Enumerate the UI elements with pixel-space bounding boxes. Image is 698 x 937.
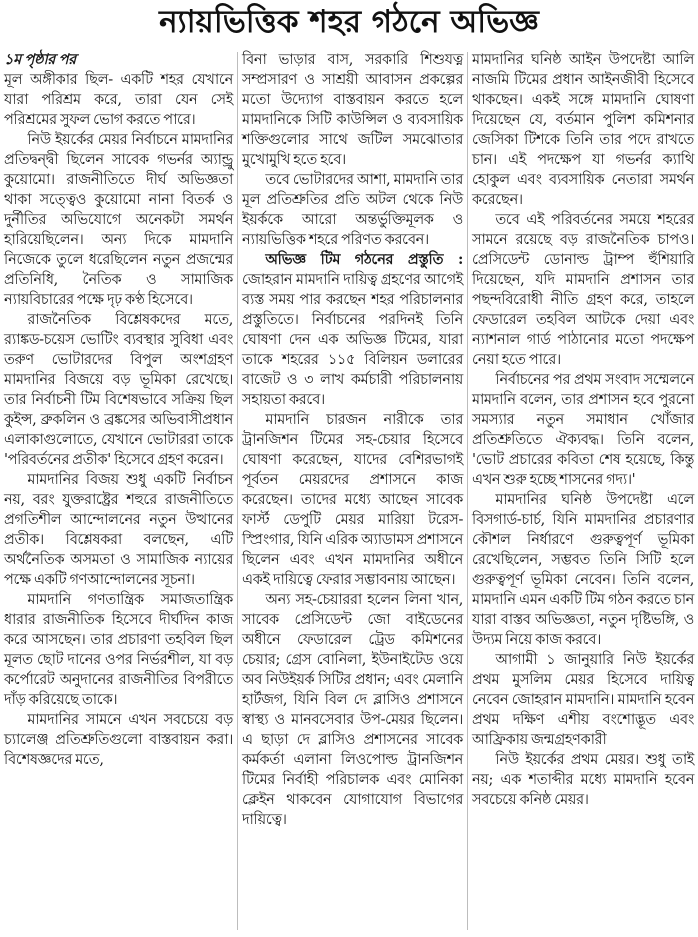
subhead: অভিজ্ঞ টিম গঠনের প্রস্তুতি : — [265, 251, 463, 268]
paragraph: নির্বাচনের পর প্রথম সংবাদ সম্মেলনে মামদানি বলেন, তার প্রশাসন হবে পুরনো সমস্যার নতুন সমাধান খোঁজার প্রতিশ্রুতিতে ঐক্যবদ্ধ। তিনি বলেন, 'ভোট প্রচারের কবিতা শেষ হয়েছে, কিন্তু এখন শুরু হচ্ছে শাসনের গদ্য।' — [472, 371, 694, 488]
subhead-paragraph — [242, 250, 463, 410]
article-column-1 — [4, 50, 233, 770]
paragraph: তবে এই পরিবর্তনের সময়ে শহরের সামনে রয়েছে বড় রাজনৈতিক চাপও। প্রেসিডেন্ট ডোনাল্ড ট্রাম্প হুঁশিয়ারি দিয়েছেন, যদি মামদানি প্রশাসন তার পছন্দবিরোধী নীতি গ্রহণ করে, তাহলে ফেডারেল তহবিল আটকে দেয়া এবং ন্যাশনাল গার্ড পাঠানোর মতো পদক্ষেপ নেয়া হতে পারে। — [472, 211, 694, 368]
paragraph: মামদানির ঘনিষ্ঠ আইন উপদেষ্টা আলি নাজমি টিমের প্রধান আইনজীবী হিসেবে থাকছেন। একই সঙ্গে মামদানি ঘোষণা দিয়েছেন যে, বর্তমান পুলিশ কমিশনার জেসিকা টিশকে তিনি তার পদে রাখতে চান। এই পদক্ষেপ যা গভর্নর ক্যাথি হোকুল এবং ব্যবসায়িক নেতারা সমর্থন করেছেন। — [472, 51, 694, 208]
column-divider — [237, 52, 238, 930]
column-divider — [467, 52, 468, 930]
paragraph: নিউ ইয়র্কের মেয়র নির্বাচনে মামদানির প্রতিদ্বন্দ্বী ছিলেন সাবেক গভর্নর অ্যান্ড্রু কুয়োমো। রাজনীতিতে দীর্ঘ অভিজ্ঞতা থাকা সত্ত্বেও কুয়োমো নানা বিতর্ক ও দুর্নীতির অভিযোগে অনেকটা সমর্থন হারিয়েছিলেন। অন্য দিকে মামদানি নিজেকে তুলে ধরেছিলেন নতুন প্রজন্মের প্রতিনিধি, নৈতিক ও সামাজিক ন্যায়বিচারের পক্ষে দৃঢ় কণ্ঠ হিসেবে। — [4, 131, 233, 308]
paragraph: তবে ভোটারদের আশা, মামদানি তার মূল প্রতিশ্রুতির প্রতি অটল থেকে নিউ ইয়র্ককে আরো অন্তর্ভুক্তিমূলক ও ন্যায়ভিত্তিক শহরে পরিণত করবেন। — [242, 171, 463, 248]
paragraph: মামদানি গণতান্ত্রিক সমাজতান্ত্রিক ধারার রাজনীতিক হিসেবে দীর্ঘদিন কাজ করে আসছেন। তার প্রচারণা তহবিল ছিল মূলত ছোট দানের ওপর নির্ভরশীল, যা বড় কর্পোরেট অনুদানের রাজনীতির বিপরীতে দাঁড় করিয়েছে তাকে। — [4, 591, 233, 708]
paragraph: মামদানি চারজন নারীকে তার ট্রানজিশন টিমের সহ-চেয়ার হিসেবে ঘোষণা করেছেন, যাদের বেশিরভাগই পূর্বতন মেয়রদের প্রশাসনে কাজ করেছেন। তাদের মধ্যে আছেন সাবেক ফার্স্ট ডেপুটি মেয়র মারিয়া টরেস-স্প্রিংগার, যিনি এরিক অ্যাডামস প্রশাসনে ছিলেন এবং এখন মামদানির অধীনে একই দায়িত্বে ফেরার সম্ভাবনায় আছেন। — [242, 411, 463, 588]
headline: ন্যায়ভিত্তিক শহর গঠনে অভিজ্ঞ — [159, 4, 539, 40]
article-column-2 — [242, 50, 463, 830]
paragraph: বিনা ভাড়ার বাস, সরকারি শিশুযত্ন সম্প্রসারণ ও সাশ্রয়ী আবাসন প্রকল্পের মতো উদ্যোগ বাস্তবায়ন করতে হলে মামদানিকে সিটি কাউন্সিল ও ব্যবসায়িক শক্তিগুলোর সাথে জটিল সমঝোতার মুখোমুখি হতে হবে। — [242, 51, 463, 168]
article-column-3 — [472, 50, 694, 810]
paragraph: রাজনৈতিক বিশ্লেষকদের মতে, র‍্যাঙ্কড-চয়েস ভোটিং ব্যবস্থার সুবিধা এবং তরুণ ভোটারদের বিপুল অংশগ্রহণ মামদানির বিজয়ে বড় ভূমিকা রেখেছে। তার নির্বাচনী টিম বিশেষভাবে সক্রিয় ছিল কুইন্স, ব্রুকলিন ও ব্রঙ্কসের অভিবাসীপ্রধান এলাকাগুলোতে, যেখানে ভোটাররা তাকে 'পরিবর্তনের প্রতীক' হিসেবে গ্রহণ করেন। — [4, 311, 233, 468]
paragraph: আগামী ১ জানুয়ারি নিউ ইয়র্কের প্রথম মুসলিম মেয়র হিসেবে দায়িত্ব নেবেন জোহরান মামদানি। মামদানি হবেন প্রথম দক্ষিণ এশীয় বংশোদ্ভূত এবং আফ্রিকায় জন্মগ্রহণকারী — [472, 651, 694, 748]
subhead-text: জোহরান মামদানি দায়িত্ব গ্রহণের আগেই ব্যস্ত সময় পার করছেন শহর পরিচালনার প্রস্তুতিতে। নির্বাচনের পরদিনই তিনি ঘোষণা দেন এক অভিজ্ঞ টিমের, যারা তাকে শহরের ১১৫ বিলিয়ন ডলারের বাজেট ও ৩ লাখ কর্মচারী পরিচালনায় সহায়তা করবে। — [242, 271, 463, 408]
paragraph: অন্য সহ-চেয়াররা হলেন লিনা খান, সাবেক প্রেসিডেন্ট জো বাইডেনের অধীনে ফেডারেল ট্রেড কমিশনের চেয়ার; গ্রেস বোনিলা, ইউনাইটেড ওয়ে অব নিউইয়র্ক সিটির প্রধান; এবং মেলানি হার্টজগ, যিনি বিল দে ব্লাসিও প্রশাসনে স্বাস্থ্য ও মানবসেবার উপ-মেয়র ছিলেন। এ ছাড়া দে ব্লাসিও প্রশাসনের সাবেক কর্মকর্তা এলানা লিওপোল্ড ট্রানজিশন টিমের নির্বাহী পরিচালক এবং মোনিকা ক্লেইন থাকবেন যোগাযোগ বিভাগের দায়িত্বে। — [242, 591, 463, 828]
paragraph: মামদানির ঘনিষ্ঠ উপদেষ্টা এলে বিসগার্ড-চার্চ, যিনি মামদানির প্রচারণার কৌশল নির্ধারণে গুরুত্বপূর্ণ ভূমিকা রেখেছিলেন, সম্ভবত তিনি সিটি হলে গুরুত্বপূর্ণ ভূমিকা নেবেন। তিনি বলেন, মামদানি এমন একটি টিম গঠন করতে চান যারা বাস্তব অভিজ্ঞতা, নতুন দৃষ্টিভঙ্গি, ও উদ্যম নিয়ে কাজ করবে। — [472, 491, 694, 648]
paragraph: নিউ ইয়র্কের প্রথম মেয়র। শুধু তাই নয়; এক শতাব্দীর মধ্যে মামদানি হবেন সবচেয়ে কনিষ্ঠ মেয়র। — [472, 751, 694, 808]
paragraph: মামদানির বিজয় শুধু একটি নির্বাচন নয়, বরং যুক্তরাষ্ট্রের শহুরে রাজনীতিতে প্রগতিশীল আন্দোলনের নতুন উত্থানের প্রতীক। বিশ্লেষকরা বলছেন, এটি অর্থনৈতিক অসমতা ও সামাজিক ন্যায়ের পক্ষে একটি গণআন্দোলনের সূচনা। — [4, 471, 233, 588]
paragraph: মূল অঙ্গীকার ছিল- একটি শহর যেখানে যারা পরিশ্রম করে, তারা যেন সেই পরিশ্রমের সুফল ভোগ করতে পারে। — [4, 71, 233, 128]
continuation-kicker: ১ম পৃষ্ঠার পর — [4, 51, 76, 68]
paragraph: মামদানির সামনে এখন সবচেয়ে বড় চ্যালেঞ্জ প্রতিশ্রুতিগুলো বাস্তবায়ন করা। বিশেষজ্ঞদের মতে, — [4, 711, 233, 768]
